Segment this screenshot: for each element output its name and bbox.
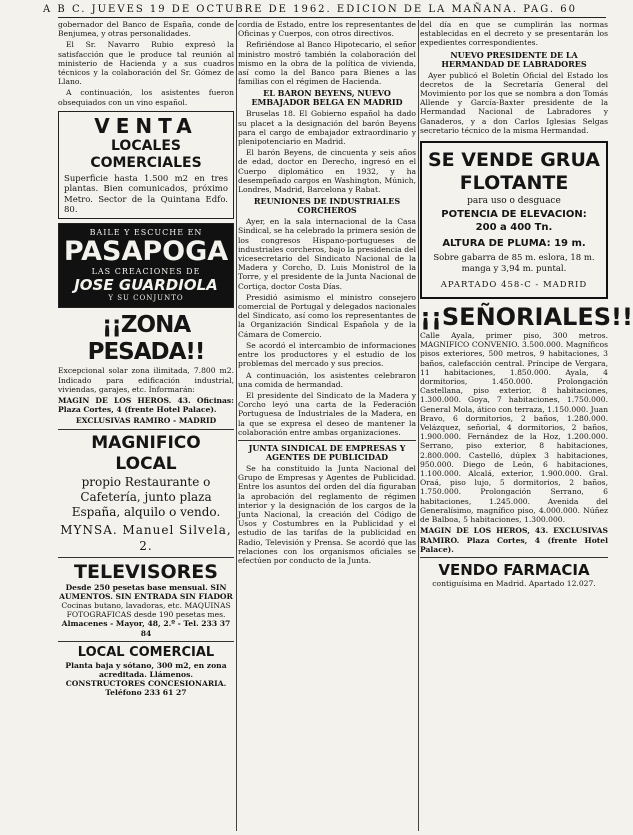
ad-title: VENTA — [94, 113, 198, 138]
divider — [238, 440, 416, 441]
column-1 — [58, 20, 234, 698]
column-3 — [420, 20, 633, 588]
ad-line: Y SU CONJUNTO — [108, 294, 184, 303]
divider — [58, 641, 234, 642]
article-paragraph: A continuación, los asistentes celebraron una comida de hermandad. — [238, 370, 416, 389]
ad-address: Almacenes - Mayor, 48, 2.º - Tel. 233 37 84 — [61, 619, 231, 638]
article-headline: JUNTA SINDICAL DE EMPRESAS Y AGENTES DE PUBLICIDAD — [248, 442, 406, 462]
article-paragraph: Presidió asimismo el ministro consejero comercial de Portugal y delegados nacionales del Sindicato, así como los representantes de la Organización Sindical Española y de la Cámara de Comercio. — [238, 292, 416, 339]
ad-grua-flotante — [420, 141, 608, 299]
ad-title: SE VENDE GRUA — [427, 149, 600, 172]
ad-title: FLOTANTE — [459, 172, 569, 195]
ad-contact: MYNSA. Manuel Silvela, 2. — [60, 522, 232, 553]
ad-detail: Sobre gabarra de 85 m. eslora, 18 m. manga y 3,94 m. puntal. — [433, 253, 595, 275]
ad-title: VENDO FARMACIA — [438, 560, 590, 579]
ad-subtitle: para uso o desguace — [467, 196, 561, 207]
article-paragraph: Refiriéndose al Banco Hipotecario, el señor ministro mostró también la colaboración del mismo en la obra de la política de vivienda, así como la del Banco para Bienes a las familias con el régimen de Hacienda. — [238, 40, 416, 87]
ad-text: Superficie hasta 1.500 m2 en tres plantas. Bien comunicados, próximo Metro. Sector de la Quintana Edfo. 80. — [64, 173, 228, 216]
ad-title: PASAPOGA — [63, 236, 229, 268]
ad-venta-locales — [58, 111, 234, 219]
ad-apartado: APARTADO 458-C - MADRID — [440, 280, 588, 291]
article-paragraph: El Sr. Navarro Rubio expresó la satisfacción que le produce tal reunión al ministerio de Hacienda y a sus cuadros técnicos y la colaboración del Sr. Gómez de Llano. — [58, 40, 234, 87]
divider — [58, 429, 234, 430]
ad-zona-pesada — [58, 312, 234, 425]
ad-televisores — [58, 561, 234, 638]
article-paragraph: del día en que se cumplirán las normas establecidas en el decreto y se presentarán los expedientes correspondientes. — [420, 20, 608, 48]
ad-title: MAGNIFICO LOCAL — [91, 432, 201, 474]
article-paragraph: Ayer publicó el Boletín Oficial del Estado los decretos de la Secretaría General del Movimiento por los que se nombra a don Tomás Allende y García-Baxter presidente de la Hermandad Nacional de Labradores y Ganaderos, y a don Carlos Iglesias Selgas secretario técnico de la misma Hermandad. — [420, 70, 608, 135]
article-paragraph: El barón Beyens, de cincuenta y seis años de edad, doctor en Derecho, ingresó en el Cuerpo diplomático en 1932, y ha desempeñado cargos en Washington, Múnich, Londres, Madrid, Barcelona y Rabat. — [238, 148, 416, 195]
article-paragraph: El presidente del Sindicato de la Madera y Corcho leyó una carta de la Federación Portuguesa de Industriales de la Madera, en la que se expresa el deseo de mantener la colaboración entre ambas organizaciones. — [238, 390, 416, 437]
article-paragraph: Se ha constituido la Junta Nacional del Grupo de Empresas y Agentes de Publicidad. Entre los asuntos del orden del día figuraban la aprobación del reglamento de régimen interior y la designación de los cargos de la Junta Nacional, la creación del Código de Usos y Costumbres en la Publicidad y el estudio de las tarifas de la publicidad en Radio, Televisión y Prensa. Se acordó que las relaciones con los organismos oficiales se efectúen por conducto de la Junta. — [238, 463, 416, 565]
ad-text: Desde 250 pesetas base mensual. SIN AUMENTOS. SIN ENTRADA SIN FIADOR — [59, 582, 233, 601]
ad-line: LAS CREACIONES DE — [91, 267, 201, 277]
ad-spec: 200 a 400 Tn. — [475, 222, 553, 234]
ad-senoriales — [420, 303, 633, 554]
ad-magnifico-local — [58, 433, 234, 554]
ad-local-comercial — [58, 645, 234, 698]
ad-spec: POTENCIA DE ELEVACION: — [441, 209, 587, 221]
ad-text: Cocinas butano, lavadoras, etc. MAQUINAS FOTOGRAFICAS desde 190 pesetas mes. — [61, 601, 231, 620]
ad-agency: MAGIN DE LOS HEROS. 43. Oficinas: Plaza Cortes, 4 (frente Hotel Palace). — [58, 396, 234, 415]
column-divider — [418, 20, 419, 831]
article-headline: EL BARON BEYENS, NUEVO EMBAJADOR BELGA EN MADRID — [251, 88, 403, 108]
ad-pasapoga — [58, 223, 234, 309]
article-paragraph: Bruselas 18. El Gobierno español ha dado su placet a la designación del barón Beyens para el cargo de embajador extraordinario y plenipotenciario en Madrid. — [238, 109, 416, 147]
page-header: A B C. JUEVES 19 DE OCTUBRE DE 1962. EDICION DE LA MAÑANA. PAG. 60 — [43, 4, 577, 15]
ad-title: ¡¡ZONA PESADA!! — [87, 312, 205, 366]
ad-text: Planta baja y sótano, 300 m2, en zona acreditada. Llámenos. CONSTRUCTORES CONCESIONARIA. Teléfono 233 61 27 — [65, 660, 227, 698]
article-paragraph: Ayer, en la sala internacional de la Casa Sindical, se ha celebrado la primera sesión de los congresos Hispano-portugueses de industriales corcheros, bajo la presidencia del vicesecretario del Sindicato Nacional de la Madera y Corcho, D. Luis Monistrol de la Torre, y el presidente de la Junta Nacional de Cortiça, doctor Costa Días. — [238, 217, 416, 291]
ad-artist: JOSE GUARDIOLA — [74, 276, 218, 295]
article-paragraph: cordia de Estado, entre los representantes de Oficinas y Cuerpos, con otros directivos. — [238, 20, 416, 39]
ad-spec: ALTURA DE PLUMA: 19 m. — [442, 238, 586, 250]
ad-text: Calle Ayala, primer piso, 300 metros. MAGNIFICO CONVENIO. 3.500.000. Magníficos pisos exteriores, 500 metros, 9 habitaciones, 3 baños, calefacción central. Príncipe de Vergara, 11 habitaciones, 1.850.000. Ayala, 4 dormitorios, 1.450.000. Prolongación Castellana, piso exterior, 8 habitaciones, 1.300.000. Goya, 7 habitaciones, 1.750.000. General Mola, ático con terraza, 1.150.000. Juan Bravo, 6 dormitorios, 2 baños, 1.280.000. Velázquez, señorial, 4 dormitorios, 2 baños, 1.900.000. Fernández de la Hoz, 1.200.000. Serrano, piso exterior, 8 habitaciones, 2.800.000. Castelló, dúplex 3 habitaciones, 950.000. Diego de León, 6 habitaciones, 1.100.000. Alcalá, exterior, 1.900.000. Gral. Oraá, piso lujo, 5 dormitorios, 2 baños, 1.750.000. Prolongación Serrano, 6 habitaciones, 1.245.000. Avenida del Generalísimo, magnífico piso, 4.000.000. Núñez de Balboa, 5 habitaciones, 1.300.000. — [420, 331, 608, 525]
article-paragraph: Se acordó el intercambio de informaciones entre los productores y el estudio de los problemas del mercado y sus precios. — [238, 340, 416, 369]
ad-title: ¡¡SEÑORIALES!! — [420, 303, 633, 332]
ad-subtitle: LOCALES COMERCIALES — [90, 137, 202, 171]
article-paragraph: gobernador del Banco de España, conde de Benjumea, y otras personalidades. — [58, 20, 234, 39]
article-paragraph: A continuación, los asistentes fueron obsequiados con un vino español. — [58, 88, 234, 107]
ad-exclusivas: EXCLUSIVAS RAMIRO - MADRID — [75, 416, 217, 426]
column-2 — [238, 20, 416, 567]
ad-title: TELEVISORES — [74, 560, 218, 583]
article-headline: NUEVO PRESIDENTE DE LA HERMANDAD DE LABRADORES — [441, 49, 587, 69]
ad-farmacia — [420, 561, 608, 588]
article-headline: REUNIONES DE INDUSTRIALES CORCHEROS — [253, 196, 401, 216]
divider — [420, 557, 608, 558]
divider — [58, 557, 234, 558]
ad-text: contiguísima en Madrid. Apartado 12.027. — [432, 578, 596, 588]
ad-agency: MAGIN DE LOS HEROS, 43. EXCLUSIVAS RAMIRO. Plaza Cortes, 4 (frente Hotel Palace). — [420, 526, 608, 554]
column-divider — [236, 20, 237, 831]
ad-text: propio Restaurante o Cafetería, junto plaza España, alquilo o vendo. — [71, 474, 221, 519]
ad-title: LOCAL COMERCIAL — [77, 644, 215, 660]
ad-text: Excepcional solar zona ilimitada, 7.800 m2. Indicado para edificación industrial, viviendas, garajes, etc. Informarán: — [58, 366, 234, 394]
ad-line: BAILE Y ESCUCHE EN — [89, 227, 203, 237]
header-rule — [58, 17, 606, 18]
